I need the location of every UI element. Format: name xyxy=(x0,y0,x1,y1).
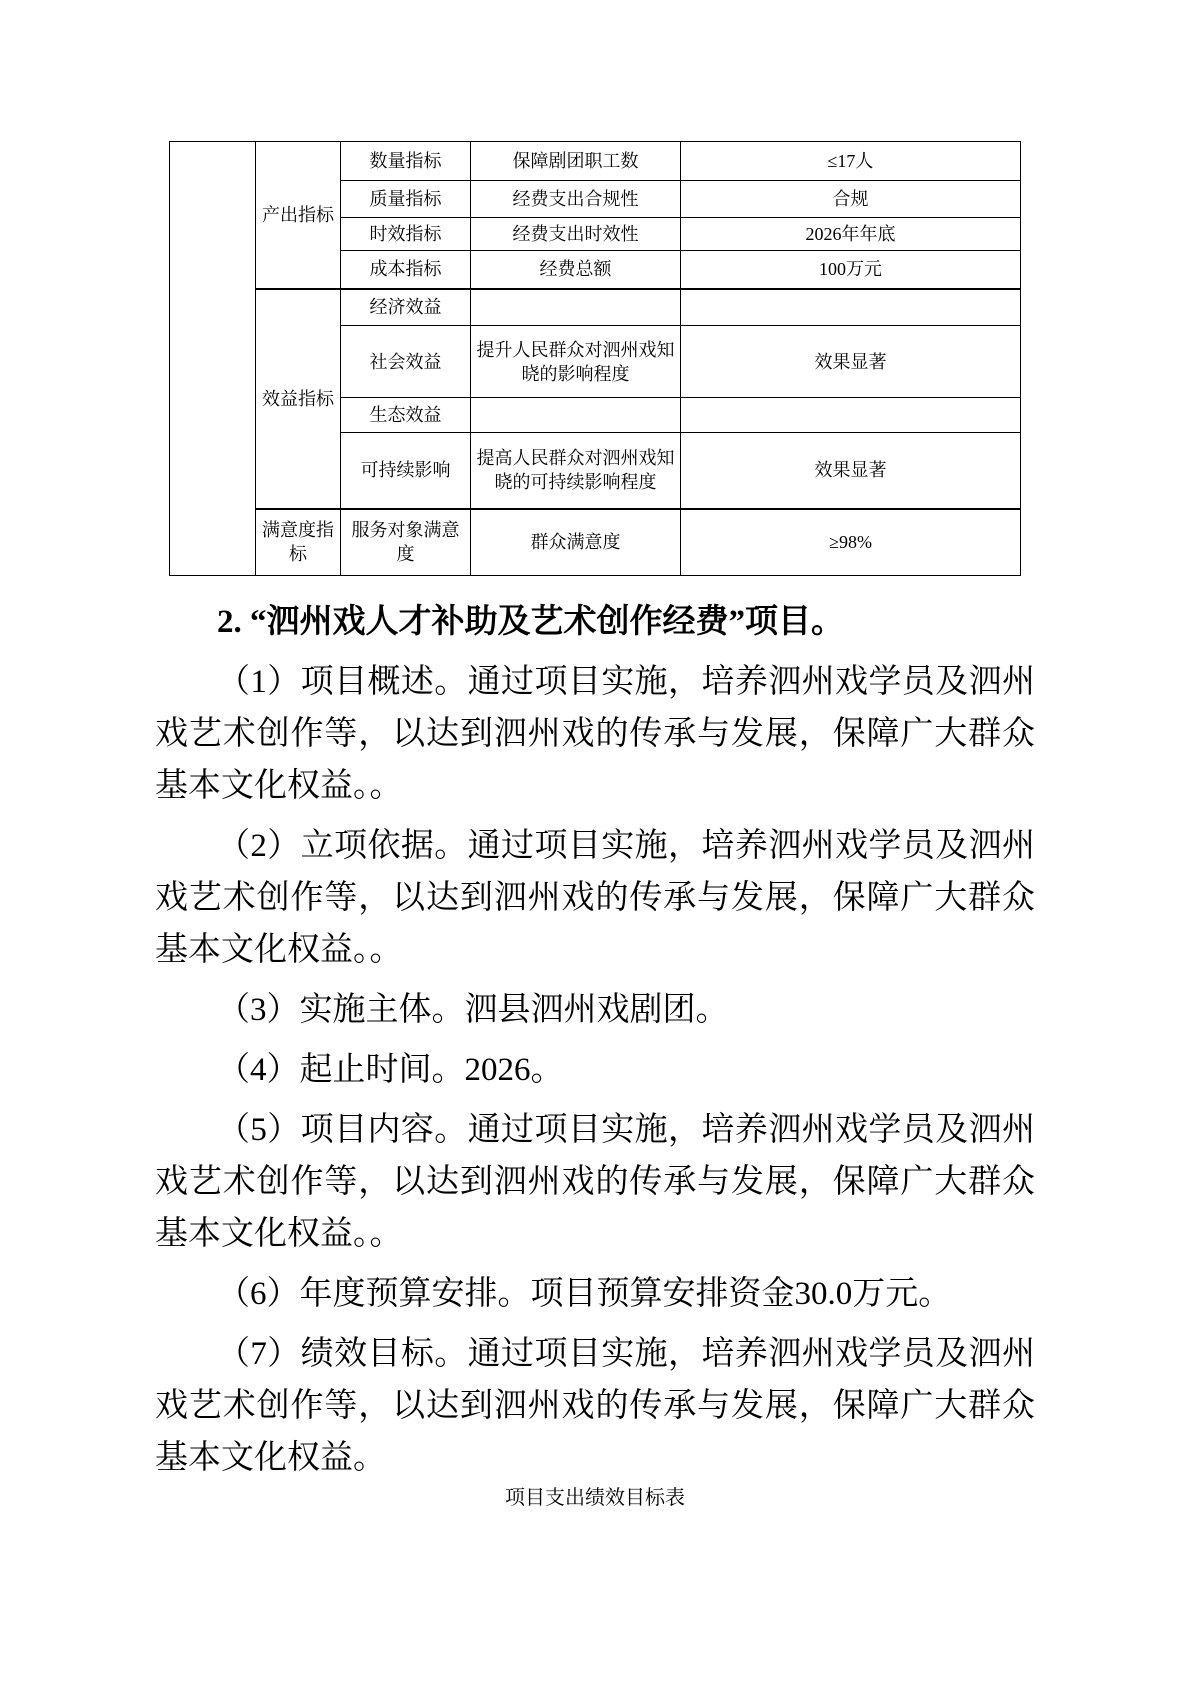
table-cell-continuation-empty xyxy=(170,142,256,576)
paragraph-annual-budget: （6）年度预算安排。项目预算安排资金30.0万元。 xyxy=(217,1276,952,1312)
table-cell-indicator-value: 效果显著 xyxy=(681,326,1021,398)
table-cell-indicator-value: 效果显著 xyxy=(681,433,1021,509)
table-cell-indicator-value: ≤17人 xyxy=(681,142,1021,181)
table-row xyxy=(170,509,1021,576)
table-cell-indicator-type: 质量指标 xyxy=(341,181,471,218)
table-cell-indicator-type: 社会效益 xyxy=(341,326,471,398)
table-cell-indicator-value xyxy=(681,398,1021,433)
table-cell-group-output: 产出指标 xyxy=(256,142,341,289)
table-cell-indicator-type: 数量指标 xyxy=(341,142,471,181)
page-content xyxy=(155,141,1035,1512)
table-cell-indicator-type: 成本指标 xyxy=(341,251,471,289)
section-heading: 2. “泗州戏人才补助及艺术创作经费”项目。 xyxy=(217,604,844,640)
table-cell-indicator-name: 经费支出合规性 xyxy=(471,181,681,218)
table-cell-indicator-name xyxy=(471,289,681,326)
table-cell-indicator-type: 服务对象满意度 xyxy=(341,509,471,576)
performance-indicators-table xyxy=(169,141,1021,576)
table-cell-indicator-value: ≥98% xyxy=(681,509,1021,576)
table-cell-indicator-type: 时效指标 xyxy=(341,218,471,251)
table-cell-indicator-type: 经济效益 xyxy=(341,289,471,326)
table-cell-indicator-name: 群众满意度 xyxy=(471,509,681,576)
table-row xyxy=(170,289,1021,326)
table-cell-indicator-value: 2026年年底 xyxy=(681,218,1021,251)
table-cell-indicator-value: 100万元 xyxy=(681,251,1021,289)
table-cell-indicator-name: 提升人民群众对泗州戏知晓的影响程度 xyxy=(471,326,681,398)
table-cell-indicator-type: 生态效益 xyxy=(341,398,471,433)
table-cell-indicator-name: 保障剧团职工数 xyxy=(471,142,681,181)
paragraph-implementing-body: （3）实施主体。泗县泗州戏剧团。 xyxy=(217,992,729,1028)
table-cell-indicator-name: 经费支出时效性 xyxy=(471,218,681,251)
table-cell-indicator-value: 合规 xyxy=(681,181,1021,218)
table-cell-indicator-name: 提高人民群众对泗州戏知晓的可持续影响程度 xyxy=(471,433,681,509)
paragraph-time-span: （4）起止时间。2026。 xyxy=(217,1052,564,1088)
paragraph-project-basis: （2）立项依据。通过项目实施，培养泗州戏学员及泗州戏艺术创作等，以达到泗州戏的传承与发展，保障广大群众基本文化权益。。 xyxy=(155,828,1035,968)
paragraph-performance-target: （7）绩效目标。通过项目实施，培养泗州戏学员及泗州戏艺术创作等，以达到泗州戏的传承与发展，保障广大群众基本文化权益。 xyxy=(155,1336,1035,1476)
table-cell-indicator-name: 经费总额 xyxy=(471,251,681,289)
paragraph-project-overview: （1）项目概述。通过项目实施，培养泗州戏学员及泗州戏艺术创作等，以达到泗州戏的传承与发展，保障广大群众基本文化权益。。 xyxy=(155,664,1035,804)
table-cell-indicator-type: 可持续影响 xyxy=(341,433,471,509)
table-caption: 项目支出绩效目标表 xyxy=(505,1487,685,1509)
table-row xyxy=(170,142,1021,181)
paragraph-project-content: （5）项目内容。通过项目实施，培养泗州戏学员及泗州戏艺术创作等，以达到泗州戏的传承与发展，保障广大群众基本文化权益。。 xyxy=(155,1112,1035,1252)
table-cell-group-benefit: 效益指标 xyxy=(256,289,341,509)
table-cell-indicator-value xyxy=(681,289,1021,326)
table-cell-indicator-name xyxy=(471,398,681,433)
table-cell-group-satisfaction: 满意度指标 xyxy=(256,509,341,576)
